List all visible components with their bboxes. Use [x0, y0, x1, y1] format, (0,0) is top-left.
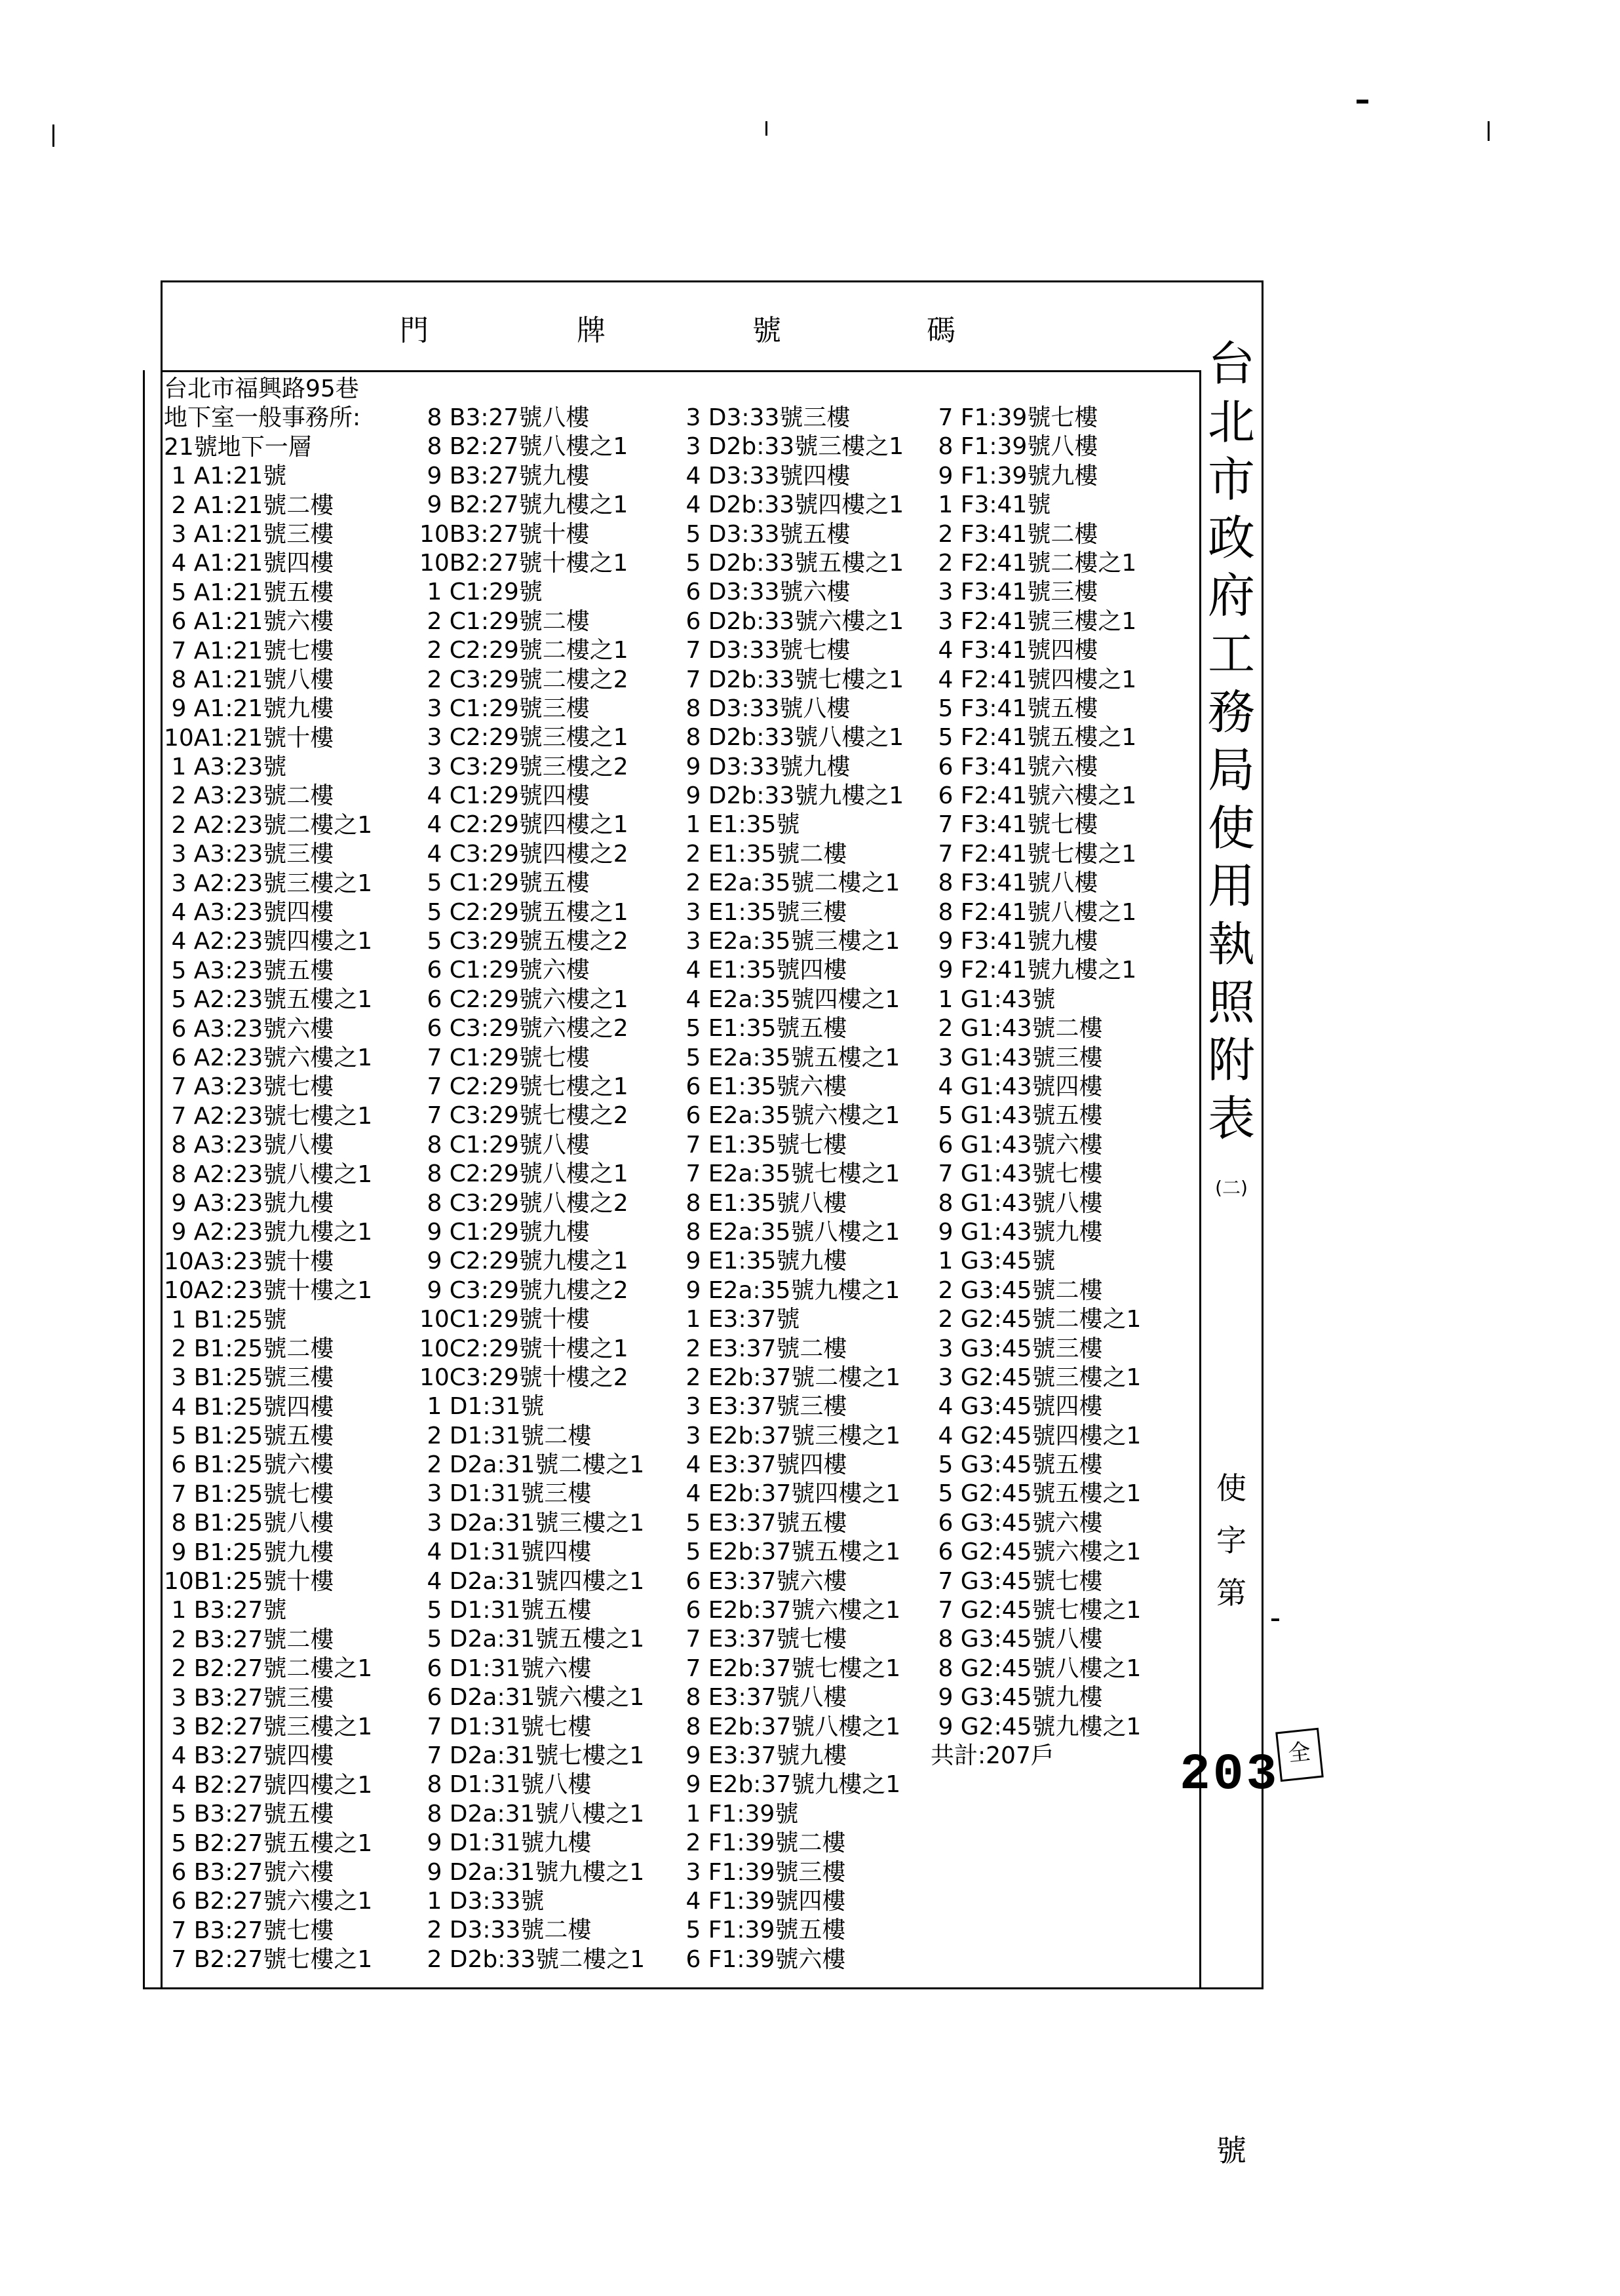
address-entry: 6 B2:27號六樓之1 [164, 1888, 373, 1915]
address-entry: 2 F1:39號二樓 [678, 1829, 846, 1857]
address-column-1 [164, 375, 372, 1974]
title-char: 用 [1207, 858, 1255, 914]
use-char: 使 [1216, 1470, 1246, 1506]
address-entry: 1 D3:33號 [419, 1887, 545, 1915]
address-entry: 9 A1:21號九樓 [164, 695, 334, 723]
title-char: 工 [1207, 626, 1255, 681]
address-entry: 6 B3:27號六樓 [164, 1858, 334, 1886]
address-entry: 4 B2:27號四樓之1 [164, 1771, 373, 1799]
address-entry: 2 D2a:31號二樓之1 [419, 1451, 645, 1479]
header-divider [163, 370, 1199, 372]
address-column-2 [419, 404, 645, 1974]
address-entry: 6 C1:29號六樓 [419, 957, 590, 984]
table-header [163, 282, 1199, 370]
address-entry: 5 B1:25號五樓 [164, 1423, 334, 1450]
number-suffix: 號 [1216, 2133, 1246, 2168]
address-entry: 3 G2:45號三樓之1 [931, 1364, 1142, 1391]
address-entry: 9 F3:41號九樓 [931, 928, 1098, 955]
address-entry: 9 D3:33號九樓 [678, 753, 851, 780]
address-entry: 6 D2b:33號六樓之1 [678, 607, 904, 635]
scan-speck [52, 124, 54, 147]
address-entry: 地下室一般事務所: [164, 404, 361, 432]
address-entry: 台北市福興路95巷 [164, 375, 359, 402]
address-entry: 5 G2:45號五樓之1 [931, 1480, 1142, 1508]
address-entry: 5 E2a:35號五樓之1 [678, 1044, 900, 1071]
address-entry: 10B2:27號十樓之1 [419, 549, 628, 577]
title-char: 附 [1207, 1033, 1255, 1088]
address-entry: 3 A2:23號三樓之1 [164, 870, 373, 897]
address-entry: 8 C2:29號八樓之1 [419, 1160, 628, 1188]
address-entry: 1 E1:35號 [678, 811, 800, 839]
address-entry: 6 D3:33號六樓 [678, 579, 851, 606]
address-entry: 3 D2b:33號三樓之1 [678, 433, 904, 461]
address-entry: 5 B2:27號五樓之1 [164, 1829, 373, 1857]
address-entry: 2 E3:37號二樓 [678, 1335, 847, 1362]
address-entry: 4 G1:43號四樓 [931, 1073, 1103, 1100]
address-entry: 4 G2:45號四樓之1 [931, 1422, 1142, 1449]
header-char: 門 [400, 314, 429, 347]
address-entry: 3 F1:39號三樓 [678, 1858, 846, 1886]
address-entry: 9 D2b:33號九樓之1 [678, 782, 904, 810]
address-entry: 8 B3:27號八樓 [419, 404, 590, 431]
address-entry: 2 A1:21號二樓 [164, 491, 334, 519]
address-entry: 8 F3:41號八樓 [931, 870, 1098, 897]
address-entry: 6 A2:23號六樓之1 [164, 1044, 373, 1071]
address-entry: 9 C1:29號九樓 [419, 1218, 590, 1246]
address-entry: 2 E1:35號二樓 [678, 840, 847, 868]
address-entry: 9 C2:29號九樓之1 [419, 1248, 628, 1275]
address-entry: 9 A2:23號九樓之1 [164, 1219, 373, 1246]
address-entry: 2 F2:41號二樓之1 [931, 549, 1137, 577]
address-entry: 6 C2:29號六樓之1 [419, 985, 628, 1013]
use-char: 字 [1216, 1523, 1246, 1558]
address-entry: 9 G3:45號九樓 [931, 1684, 1103, 1712]
address-entry: 7 B2:27號七樓之1 [164, 1946, 373, 1974]
subtitle-mark: (二) [1215, 1177, 1248, 1198]
address-entry: 8 E2b:37號八樓之1 [678, 1713, 901, 1740]
address-entry: 4 C1:29號四樓 [419, 782, 590, 810]
address-entry: 9 E3:37號九樓 [678, 1742, 847, 1769]
address-entry: 5 E3:37號五樓 [678, 1509, 847, 1537]
address-entry: 8 E3:37號八樓 [678, 1684, 847, 1712]
address-entry: 7 B1:25號七樓 [164, 1480, 334, 1508]
address-entry: 8 D1:31號八樓 [419, 1771, 592, 1799]
address-entry: 5 E2b:37號五樓之1 [678, 1539, 901, 1566]
address-entry: 7 G3:45號七樓 [931, 1567, 1103, 1595]
address-entry: 9 B2:27號九樓之1 [419, 491, 628, 519]
address-entry: 7 B3:27號七樓 [164, 1917, 334, 1944]
address-entry: 7 G1:43號七樓 [931, 1160, 1103, 1188]
address-entry: 3 E2a:35號三樓之1 [678, 928, 900, 955]
address-entry: 2 D2b:33號二樓之1 [419, 1945, 646, 1973]
address-entry: 6 G3:45號六樓 [931, 1509, 1103, 1537]
address-entry: 8 D2a:31號八樓之1 [419, 1800, 645, 1827]
address-entry: 3 D2a:31號三樓之1 [419, 1509, 645, 1537]
address-entry: 7 F2:41號七樓之1 [931, 840, 1137, 868]
address-entry: 9 E1:35號九樓 [678, 1248, 847, 1275]
address-entry: 8 G1:43號八樓 [931, 1189, 1103, 1217]
title-char: 表 [1207, 1090, 1255, 1146]
address-entry: 5 A2:23號五樓之1 [164, 986, 373, 1014]
address-entry: 5 E1:35號五樓 [678, 1015, 847, 1043]
address-entry: 7 E1:35號七樓 [678, 1131, 847, 1158]
address-entry: 1 G1:43號 [931, 985, 1056, 1013]
address-entry: 7 A3:23號七樓 [164, 1073, 334, 1101]
address-entry: 6 A3:23號六樓 [164, 1015, 334, 1043]
address-entry: 9 G2:45號九樓之1 [931, 1713, 1142, 1740]
address-entry: 7 A2:23號七樓之1 [164, 1102, 373, 1130]
title-char: 務 [1207, 684, 1255, 740]
scan-speck [1357, 100, 1368, 104]
address-entry: 4 F1:39號四樓 [678, 1887, 846, 1915]
address-entry: 4 D3:33號四樓 [678, 462, 851, 489]
address-entry: 4 F2:41號四樓之1 [931, 666, 1137, 693]
scan-speck [1488, 121, 1490, 141]
address-entry: 6 D2a:31號六樓之1 [419, 1684, 645, 1712]
address-entry: 7 A1:21號七樓 [164, 637, 334, 664]
address-entry: 9 F2:41號九樓之1 [931, 957, 1137, 984]
address-entry: 6 F2:41號六樓之1 [931, 782, 1137, 810]
address-entry: 2 G2:45號二樓之1 [931, 1306, 1142, 1333]
address-entry: 3 F3:41號三樓 [931, 579, 1098, 606]
address-entry: 2 B2:27號二樓之1 [164, 1655, 373, 1683]
address-entry: 5 F1:39號五樓 [678, 1917, 846, 1944]
address-entry: 10C2:29號十樓之1 [419, 1335, 628, 1362]
address-entry: 5 G1:43號五樓 [931, 1102, 1103, 1130]
address-entry: 3 G1:43號三樓 [931, 1044, 1103, 1071]
address-entry: 10A3:23號十樓 [164, 1248, 334, 1275]
address-entry: 4 D1:31號四樓 [419, 1539, 592, 1566]
address-entry: 9 G1:43號九樓 [931, 1218, 1103, 1246]
address-entry: 3 D1:31號三樓 [419, 1480, 592, 1508]
address-entry: 6 E3:37號六樓 [678, 1567, 847, 1595]
address-entry: 3 B1:25號三樓 [164, 1364, 334, 1392]
address-entry: 6 E2a:35號六樓之1 [678, 1102, 900, 1130]
address-entry: 2 G1:43號二樓 [931, 1015, 1103, 1043]
address-entry: 2 D1:31號二樓 [419, 1422, 592, 1449]
address-entry: 3 E2b:37號三樓之1 [678, 1422, 901, 1449]
address-entry: 1 A1:21號 [164, 463, 287, 490]
address-entry: 9 E2b:37號九樓之1 [678, 1771, 901, 1799]
address-entry: 6 F1:39號六樓 [678, 1945, 846, 1973]
address-entry: 1 A3:23號 [164, 754, 287, 781]
header-char: 碼 [927, 314, 955, 347]
address-entry: 4 E2a:35號四樓之1 [678, 985, 900, 1013]
address-entry: 6 B1:25號六樓 [164, 1451, 334, 1479]
address-entry: 9 A3:23號九樓 [164, 1189, 334, 1217]
address-entry: 4 E3:37號四樓 [678, 1451, 847, 1479]
title-char: 台 [1207, 336, 1255, 391]
address-entry: 10C3:29號十樓之2 [419, 1364, 628, 1391]
address-entry: 8 A2:23號八樓之1 [164, 1160, 373, 1188]
address-entry: 8 G2:45號八樓之1 [931, 1655, 1142, 1682]
address-entry: 8 B2:27號八樓之1 [419, 433, 628, 461]
address-entry: 2 C2:29號二樓之1 [419, 637, 628, 664]
address-entry: 6 G1:43號六樓 [931, 1131, 1103, 1158]
header-char: 號 [752, 314, 781, 347]
address-entry: 7 D2a:31號七樓之1 [419, 1742, 645, 1769]
scan-speck [765, 121, 767, 136]
title-char: 市 [1207, 452, 1255, 508]
address-entry: 7 C1:29號七樓 [419, 1044, 590, 1071]
title-char: 使 [1207, 800, 1255, 856]
address-entry: 9 D1:31號九樓 [419, 1829, 592, 1857]
address-entry: 2 A2:23號二樓之1 [164, 811, 373, 839]
address-entry: 4 D2b:33號四樓之1 [678, 491, 904, 519]
address-entry: 1 G3:45號 [931, 1248, 1056, 1275]
address-entry: 5 C3:29號五樓之2 [419, 928, 628, 955]
address-entry: 9 E2a:35號九樓之1 [678, 1276, 900, 1304]
address-entry: 3 F2:41號三樓之1 [931, 607, 1137, 635]
address-entry: 4 B3:27號四樓 [164, 1742, 334, 1770]
address-entry: 9 B1:25號九樓 [164, 1539, 334, 1566]
address-entry: 5 C2:29號五樓之1 [419, 898, 628, 926]
address-entry: 8 A3:23號八樓 [164, 1132, 334, 1159]
address-entry: 8 C3:29號八樓之2 [419, 1189, 628, 1217]
address-entry: 8 D2b:33號八樓之1 [678, 724, 904, 752]
address-entry: 4 D2a:31號四樓之1 [419, 1567, 645, 1595]
address-entry: 7 D2b:33號七樓之1 [678, 666, 904, 693]
address-entry: 6 E2b:37號六樓之1 [678, 1597, 901, 1624]
title-char: 局 [1207, 742, 1255, 798]
address-entry: 3 C1:29號三樓 [419, 695, 590, 722]
address-entry: 7 F1:39號七樓 [931, 404, 1098, 431]
address-entry: 4 C3:29號四樓之2 [419, 840, 628, 868]
address-entry: 6 C3:29號六樓之2 [419, 1015, 628, 1043]
address-entry: 7 C3:29號七樓之2 [419, 1102, 628, 1130]
address-entry: 8 B1:25號八樓 [164, 1510, 334, 1537]
address-entry: 2 A3:23號二樓 [164, 782, 334, 810]
address-entry: 5 F2:41號五樓之1 [931, 724, 1137, 752]
address-entry: 8 G3:45號八樓 [931, 1626, 1103, 1653]
address-entry: 3 A3:23號三樓 [164, 841, 334, 868]
address-entry: 10A1:21號十樓 [164, 724, 334, 752]
address-entry: 1 C1:29號 [419, 579, 543, 606]
address-entry: 10B3:27號十樓 [419, 520, 590, 548]
address-entry: 8 D3:33號八樓 [678, 695, 851, 722]
address-entry: 2 E2a:35號二樓之1 [678, 870, 900, 897]
address-entry: 共計:207戶 [931, 1742, 1054, 1769]
address-entry: 5 D2b:33號五樓之1 [678, 549, 904, 577]
address-entry: 8 F1:39號八樓 [931, 433, 1098, 461]
address-entry: 8 C1:29號八樓 [419, 1131, 590, 1158]
address-entry: 1 F3:41號 [931, 491, 1051, 519]
address-entry: 4 G3:45號四樓 [931, 1393, 1103, 1421]
address-entry: 1 E3:37號 [678, 1306, 800, 1333]
address-entry: 7 E3:37號七樓 [678, 1626, 847, 1653]
address-entry: 21號地下一層 [164, 433, 312, 461]
scan-speck [1271, 1618, 1279, 1621]
header-char: 牌 [577, 314, 606, 347]
address-entry: 4 A1:21號四樓 [164, 550, 334, 577]
address-entry: 4 F3:41號四樓 [931, 637, 1098, 664]
address-entry: 1 B3:27號 [164, 1597, 287, 1624]
title-char: 照 [1207, 974, 1255, 1030]
address-entry: 6 A1:21號六樓 [164, 608, 334, 636]
address-entry: 3 A1:21號三樓 [164, 520, 334, 548]
address-entry: 5 G3:45號五樓 [931, 1451, 1103, 1479]
address-entry: 4 A2:23號四樓之1 [164, 928, 373, 955]
address-entry: 9 C3:29號九樓之2 [419, 1276, 628, 1304]
address-entry: 2 D3:33號二樓 [419, 1917, 592, 1944]
address-entry: 10C1:29號十樓 [419, 1306, 590, 1333]
address-entry: 3 C3:29號三樓之2 [419, 753, 628, 780]
address-entry: 2 E2b:37號二樓之1 [678, 1364, 901, 1391]
address-column-3 [678, 404, 904, 1974]
address-entry: 4 A3:23號四樓 [164, 899, 334, 927]
title-char: 政 [1207, 510, 1255, 565]
address-entry: 8 E1:35號八樓 [678, 1189, 847, 1217]
address-entry: 4 C2:29號四樓之1 [419, 811, 628, 839]
address-entry: 6 D1:31號六樓 [419, 1655, 592, 1682]
address-entry: 9 F1:39號九樓 [931, 462, 1098, 489]
title-char: 執 [1207, 916, 1255, 972]
address-entry: 7 F3:41號七樓 [931, 811, 1098, 839]
address-entry: 5 D1:31號五樓 [419, 1597, 592, 1624]
address-entry: 6 E1:35號六樓 [678, 1073, 847, 1100]
address-entry: 7 G2:45號七樓之1 [931, 1597, 1142, 1624]
address-entry: 4 E1:35號四樓 [678, 957, 847, 984]
address-entry: 2 B1:25號二樓 [164, 1335, 334, 1362]
address-entry: 10A2:23號十樓之1 [164, 1277, 373, 1305]
address-entry: 2 C3:29號二樓之2 [419, 666, 628, 693]
address-entry: 7 D1:31號七樓 [419, 1713, 592, 1740]
address-entry: 2 G3:45號二樓 [931, 1276, 1103, 1304]
address-entry: 5 F3:41號五樓 [931, 695, 1098, 722]
address-entry: 3 B2:27號三樓之1 [164, 1713, 373, 1740]
seal-stamp: 全 [1275, 1728, 1324, 1782]
address-entry: 7 E2a:35號七樓之1 [678, 1160, 900, 1188]
address-entry: 6 F3:41號六樓 [931, 753, 1098, 780]
address-entry: 3 E1:35號三樓 [678, 898, 847, 926]
address-entry: 5 D2a:31號五樓之1 [419, 1626, 645, 1653]
license-number: 203 [1180, 1746, 1280, 1804]
address-entry: 1 B1:25號 [164, 1306, 287, 1333]
address-entry: 9 D2a:31號九樓之1 [419, 1858, 645, 1886]
address-entry: 3 E3:37號三樓 [678, 1393, 847, 1421]
address-entry: 7 D3:33號七樓 [678, 637, 851, 664]
address-entry: 8 E2a:35號八樓之1 [678, 1218, 900, 1246]
license-use-label [1201, 1462, 1262, 1619]
address-entry: 1 D1:31號 [419, 1393, 545, 1421]
use-char: 第 [1216, 1575, 1246, 1611]
address-entry: 3 G3:45號三樓 [931, 1335, 1103, 1362]
address-entry: 2 B3:27號二樓 [164, 1626, 334, 1653]
address-entry: 5 D3:33號五樓 [678, 520, 851, 548]
address-entry: 9 B3:27號九樓 [419, 462, 590, 489]
side-title-panel [1201, 282, 1262, 2168]
address-entry: 4 B1:25號四樓 [164, 1393, 334, 1421]
vertical-title [1201, 335, 1262, 1147]
address-entry: 4 E2b:37號四樓之1 [678, 1480, 901, 1508]
address-entry: 5 A1:21號五樓 [164, 579, 334, 606]
title-char: 北 [1207, 394, 1255, 450]
address-entry: 5 C1:29號五樓 [419, 870, 590, 897]
address-entry: 5 B3:27號五樓 [164, 1801, 334, 1828]
address-entry: 7 E2b:37號七樓之1 [678, 1655, 901, 1682]
address-entry: 3 D3:33號三樓 [678, 404, 851, 431]
address-entry: 2 F3:41號二樓 [931, 520, 1098, 548]
address-entry: 8 F2:41號八樓之1 [931, 898, 1137, 926]
address-entry: 2 C1:29號二樓 [419, 607, 590, 635]
address-entry: 6 G2:45號六樓之1 [931, 1539, 1142, 1566]
address-entry: 8 A1:21號八樓 [164, 666, 334, 693]
address-entry: 3 C2:29號三樓之1 [419, 724, 628, 752]
address-column-4 [931, 404, 1141, 1770]
address-entry: 10B1:25號十樓 [164, 1568, 334, 1596]
title-char: 府 [1207, 568, 1255, 624]
address-entry: 3 B3:27號三樓 [164, 1684, 334, 1712]
address-entry: 1 F1:39號 [678, 1800, 799, 1827]
address-entry: 7 C2:29號七樓之1 [419, 1073, 628, 1100]
address-entry: 5 A3:23號五樓 [164, 957, 334, 984]
